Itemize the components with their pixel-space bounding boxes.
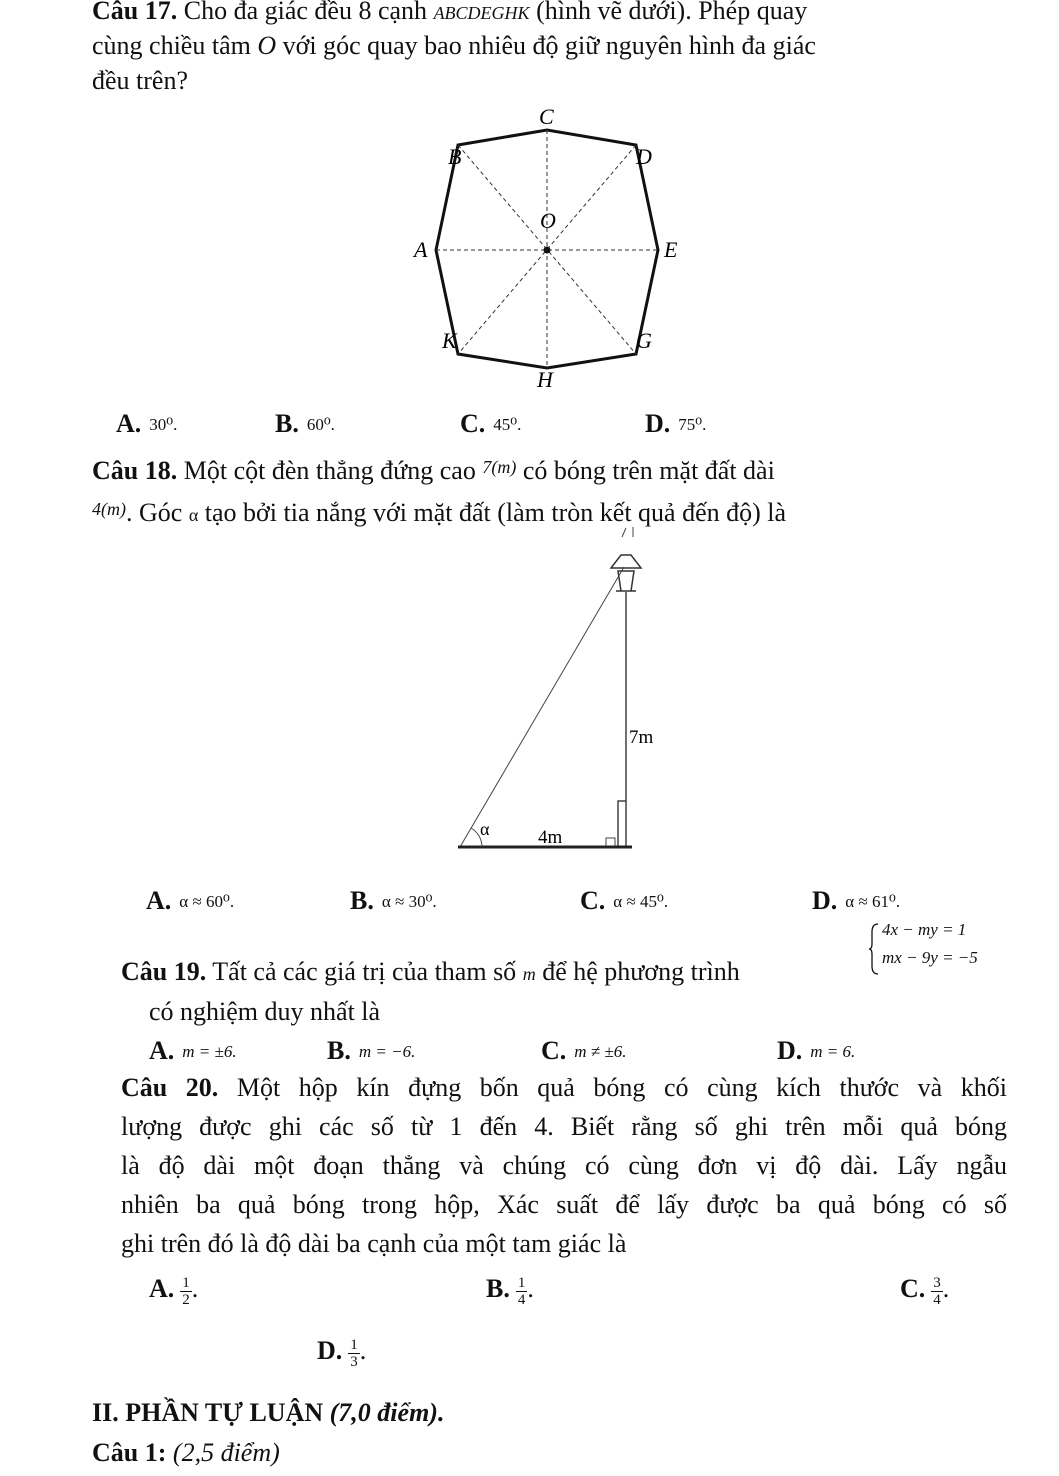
q19-option-b[interactable]: B. m = −6. bbox=[327, 1036, 416, 1065]
q18-height-value: 7(m) bbox=[482, 457, 517, 477]
height-label-7m: 7m bbox=[629, 727, 654, 748]
vertex-label-k: K bbox=[442, 328, 457, 353]
fraction: $\frac{3}{4}$ bbox=[933, 1274, 941, 1308]
q18-option-a[interactable]: A. α ≈ 60⁰. bbox=[146, 886, 235, 915]
center-point bbox=[544, 247, 551, 254]
q18-alpha-symbol: α bbox=[188, 505, 199, 525]
vertex-label-e: E bbox=[664, 237, 678, 262]
section-2-title: II. PHẦN TỰ LUẬN bbox=[92, 1398, 324, 1427]
base-label-4m: 4m bbox=[538, 827, 563, 848]
q19-option-a[interactable]: A. m = ±6. bbox=[149, 1036, 237, 1065]
q17-label: Câu 17. bbox=[92, 0, 178, 25]
system-brace bbox=[868, 922, 880, 976]
cau-1-heading bbox=[92, 1436, 280, 1470]
q19-param: m bbox=[522, 964, 536, 984]
q19-option-d[interactable]: D. m = 6. bbox=[777, 1036, 856, 1065]
fraction: $\frac{1}{2}$ bbox=[182, 1274, 190, 1308]
octagon-figure bbox=[380, 100, 700, 400]
q19-label: Câu 19. bbox=[121, 957, 207, 986]
q20-option-d[interactable]: D. $\frac{1}{3}$ . bbox=[317, 1336, 367, 1370]
q20-option-c[interactable]: C. $\frac{3}{4}$ . bbox=[900, 1274, 950, 1308]
q17-option-d[interactable]: D. 75⁰. bbox=[645, 409, 707, 438]
q18-label: Câu 18. bbox=[92, 456, 178, 485]
vertex-label-b: B bbox=[448, 144, 462, 169]
q18-option-d[interactable]: D. α ≈ 61⁰. bbox=[812, 886, 901, 915]
equation-2: mx − 9y = −5 bbox=[882, 948, 978, 967]
q19-line2: có nghiệm duy nhất là bbox=[149, 997, 381, 1026]
q20-label: Câu 20. bbox=[121, 1073, 219, 1102]
q20-option-a[interactable]: A. $\frac{1}{2}$ . bbox=[149, 1274, 199, 1308]
fraction: $\frac{1}{4}$ bbox=[517, 1274, 526, 1308]
q17-option-a[interactable]: A. 30⁰. bbox=[116, 409, 178, 438]
q20-line4: nhiên ba quả bóng trong hộp, Xác suất để lấy được ba quả bóng có số bbox=[121, 1190, 1007, 1219]
lamp-top-tick bbox=[622, 528, 626, 537]
q18-line1: Câu 18. Một cột đèn thẳng đứng cao $^{7(m)}$ có bóng trên mặt đất dài bbox=[92, 456, 775, 485]
q18-shadow-value: 4(m) bbox=[92, 499, 126, 519]
lamp-post-base bbox=[618, 801, 626, 847]
q20-option-b[interactable]: B. $\frac{1}{4}$ . bbox=[486, 1274, 534, 1308]
q20-line2: lượng được ghi các số từ 1 đến 4. Biết rằng số ghi trên mỗi quả bóng bbox=[121, 1112, 1007, 1141]
vertex-label-d: D bbox=[636, 144, 652, 169]
vertex-label-a: A bbox=[414, 237, 428, 262]
q20-line1: Câu 20. Một hộp kín đựng bốn quả bóng có cùng kích thước và khối bbox=[121, 1073, 1007, 1102]
q19-option-c[interactable]: C. m ≠ ±6. bbox=[541, 1036, 627, 1065]
q17-option-c[interactable]: C. 45⁰. bbox=[460, 409, 522, 438]
q19-line1: Câu 19. Tất cả các giá trị của tham số m để hệ phương trình bbox=[121, 957, 740, 986]
q18-option-b[interactable]: B. α ≈ 30⁰. bbox=[350, 886, 437, 915]
cau-1-label: Câu 1: bbox=[92, 1438, 167, 1467]
q17-option-b[interactable]: B. 60⁰. bbox=[275, 409, 335, 438]
lamp-head-icon bbox=[611, 555, 641, 591]
q18-option-c[interactable]: C. α ≈ 45⁰. bbox=[580, 886, 669, 915]
vertex-label-c: C bbox=[539, 104, 554, 129]
q17-line1: Câu 17. Cho đa giác đều 8 cạnh ABCDEGHK (hình vẽ dưới). Phép quay bbox=[92, 0, 807, 30]
equation-1: 4x − my = 1 bbox=[882, 920, 967, 939]
q17-line2: cùng chiều tâm O với góc quay bao nhiêu độ giữ nguyên hình đa giác bbox=[92, 31, 816, 60]
vertex-label-h: H bbox=[537, 367, 553, 392]
q18-line2: $^{4(m)}$. Góc α tạo bởi tia nắng với mặt đất (làm tròn kết quả đến độ) là bbox=[92, 498, 787, 527]
cau-1-points: (2,5 điểm) bbox=[172, 1438, 280, 1467]
q17-line3: đều trên? bbox=[92, 66, 189, 95]
fraction: $\frac{1}{3}$ bbox=[350, 1336, 358, 1370]
lamp-post-figure bbox=[430, 525, 700, 865]
center-label-o: O bbox=[540, 208, 556, 233]
q20-line5: ghi trên đó là độ dài ba cạnh của một tam giác là bbox=[121, 1229, 627, 1258]
q17-polygon-name: ABCDEGHK bbox=[433, 3, 530, 23]
sun-ray bbox=[460, 567, 624, 847]
q20-line3: là độ dài một đoạn thẳng và chúng có cùng đơn vị độ dài. Lấy ngẫu bbox=[121, 1151, 1007, 1180]
section-2-heading bbox=[92, 1396, 444, 1430]
section-2-points: (7,0 điểm). bbox=[329, 1398, 445, 1427]
vertex-label-g: G bbox=[636, 328, 652, 353]
q19-equation-system bbox=[868, 918, 1018, 978]
angle-label-alpha: α bbox=[480, 819, 490, 839]
